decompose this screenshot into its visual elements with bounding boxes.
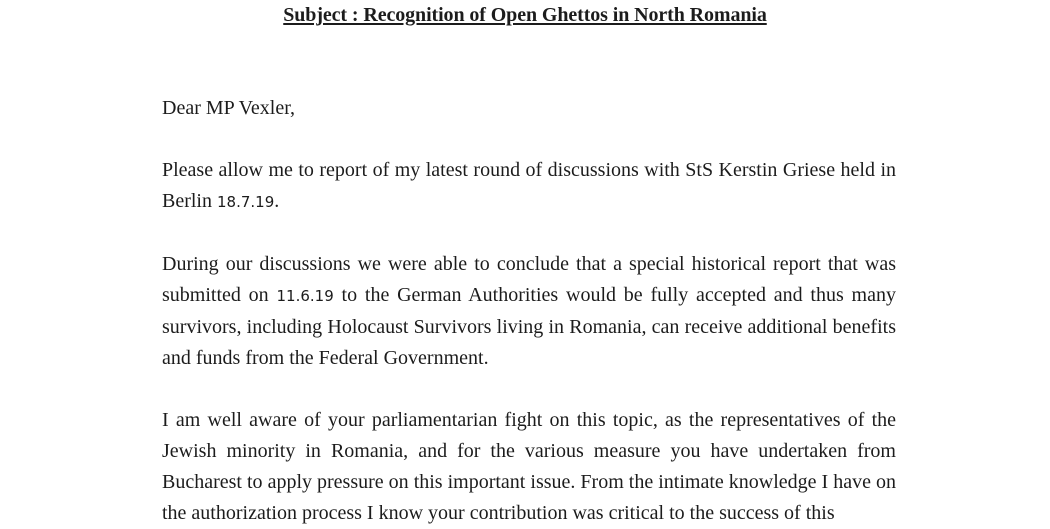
paragraph-text: . [274, 190, 280, 212]
subject-line: Subject : Recognition of Open Ghettos in North Romania [283, 4, 767, 26]
paragraph-text: to the German Authorities would be fully accepted and thus many survivors, including Holocaust Survivors living in Romania, can receive additional benefits and funds from the Federal Government. [162, 284, 896, 369]
submission-date: 11.6.19 [276, 287, 334, 305]
meeting-date: 18.7.19 [217, 193, 275, 211]
paragraph-historical-report [162, 249, 896, 374]
paragraph-parliamentarian-fight: I am well aware of your parliamentarian fight on this topic, as the representatives of the Jewish minority in Romania, and for the various measure you have undertaken from Bucharest to apply pressure on this important issue. From the intimate knowledge I have on the authorization process I know your contribution was critical to the success of this [162, 409, 896, 524]
paragraph-text: During our discussions we were able to conclude that a special historical report that was submitted on [162, 253, 896, 306]
salutation: Dear MP Vexler, [162, 97, 296, 119]
paragraph-discussions-report [162, 155, 896, 218]
paragraph-text: Please allow me to report of my latest round of discussions with StS Kerstin Griese held in Berlin [162, 159, 896, 212]
